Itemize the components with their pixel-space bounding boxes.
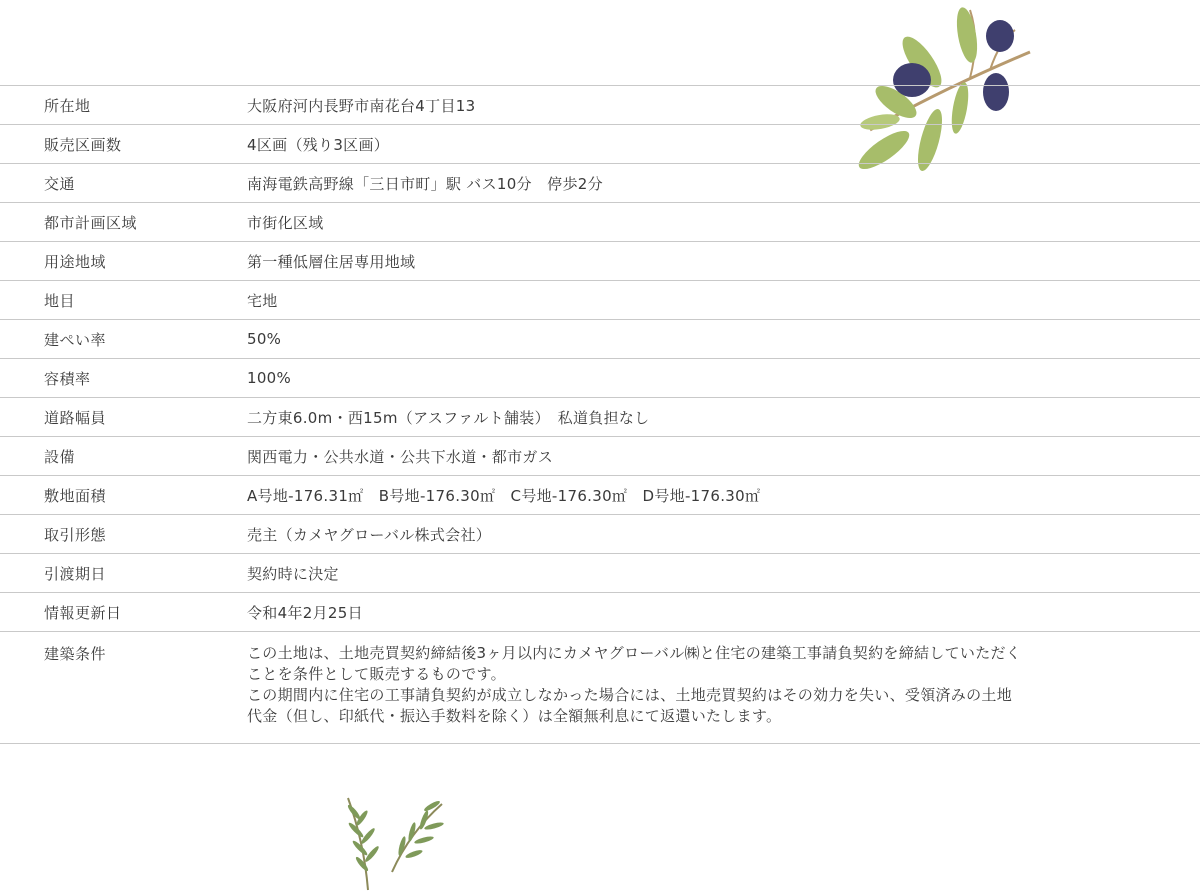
table-row [0, 554, 1200, 593]
table-row [0, 125, 1200, 164]
row-label: 容積率 [44, 369, 91, 388]
table-row [0, 398, 1200, 437]
row-value: 市街化区域 [247, 213, 324, 232]
row-label: 建築条件 [44, 645, 107, 663]
row-label: 情報更新日 [44, 603, 122, 622]
conditions-line: ことを条件として販売するものです。 [247, 665, 506, 683]
table-row [0, 164, 1200, 203]
row-value: 100% [247, 369, 292, 387]
row-label: 引渡期日 [44, 564, 107, 583]
row-label: 地目 [44, 291, 76, 310]
table-row [0, 86, 1200, 125]
table-row [0, 359, 1200, 398]
rosemary-sprig-icon [340, 792, 450, 892]
conditions-text [247, 643, 1200, 727]
table-row [0, 242, 1200, 281]
row-label: 所在地 [44, 96, 91, 115]
row-value: 大阪府河内長野市南花台4丁目13 [247, 96, 476, 115]
table-row [0, 320, 1200, 359]
table-row [0, 281, 1200, 320]
row-label: 建ぺい率 [44, 330, 107, 349]
row-value: 宅地 [247, 291, 278, 310]
table-row-conditions [0, 632, 1200, 744]
row-value: 50% [247, 330, 282, 348]
row-value: 南海電鉄高野線「三日市町」駅 バス10分 停歩2分 [247, 174, 603, 193]
table-row [0, 593, 1200, 632]
row-label: 取引形態 [44, 525, 107, 544]
conditions-line: この土地は、土地売買契約締結後3ヶ月以内にカメヤグローバル㈱と住宅の建築工事請負契約を締結していただく [247, 644, 1022, 662]
row-value: 第一種低層住居専用地域 [247, 252, 416, 271]
row-label: 道路幅員 [44, 408, 107, 427]
table-row [0, 515, 1200, 554]
row-label: 販売区画数 [44, 135, 122, 154]
row-value: A号地-176.31㎡ B号地-176.30㎡ C号地-176.30㎡ D号地-176.30㎡ [247, 486, 761, 505]
row-value: 関西電力・公共水道・公共下水道・都市ガス [247, 447, 554, 466]
table-row [0, 203, 1200, 242]
conditions-line: この期間内に住宅の工事請負契約が成立しなかった場合には、土地売買契約はその効力を失い、受領済みの土地 [247, 686, 1013, 704]
row-label: 都市計画区域 [44, 213, 138, 232]
row-value: 契約時に決定 [247, 564, 339, 583]
row-value: 4区画（残り3区画） [247, 135, 390, 154]
row-value: 二方東6.0m・西15m（アスファルト舗装） 私道負担なし [247, 408, 650, 427]
row-label: 用途地域 [44, 252, 107, 271]
table-row [0, 476, 1200, 515]
table-row [0, 437, 1200, 476]
row-value: 売主（カメヤグローバル株式会社） [247, 525, 492, 544]
row-label: 敷地面積 [44, 486, 107, 505]
row-label: 設備 [44, 447, 76, 466]
property-spec-table [0, 85, 1200, 744]
row-label: 交通 [44, 174, 76, 193]
conditions-line: 代金（但し、印紙代・振込手数料を除く）は全額無利息にて返還いたします。 [247, 707, 782, 725]
row-value: 令和4年2月25日 [247, 603, 363, 622]
